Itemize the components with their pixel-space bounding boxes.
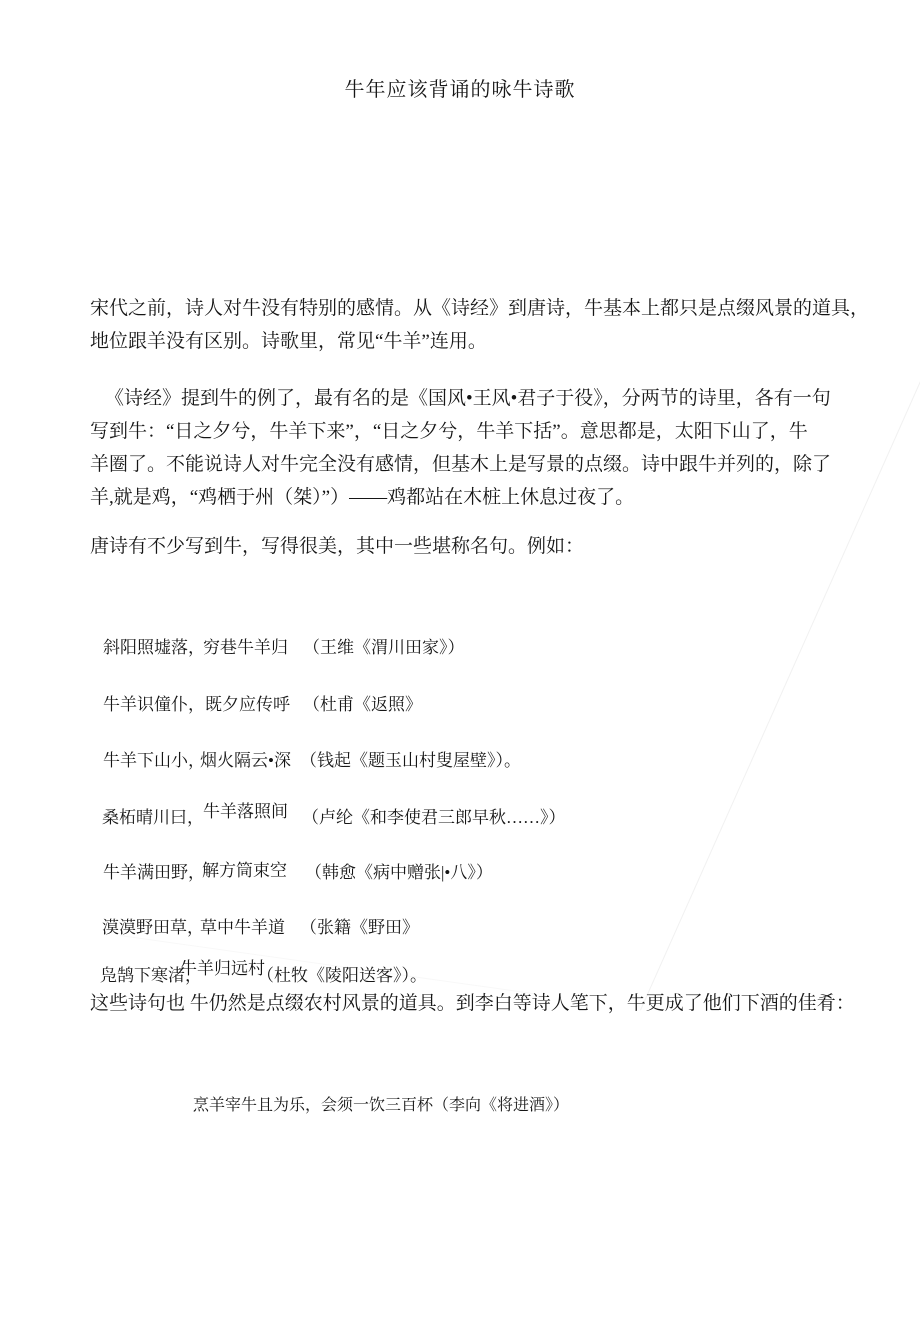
verse-source: （张籍《野田》 [300, 918, 419, 937]
paragraph-line: 地位跟羊没有区别。诗歌里，常见“牛羊”连用。 [90, 331, 487, 352]
verse-first-phrase: 牛羊识僮仆， [103, 695, 205, 714]
verse-row [90, 748, 920, 776]
verse-second-phrase: 穷巷牛羊归 [203, 638, 288, 657]
verse-source: （卢纶《和李使君三郎早秋……》） [302, 808, 566, 827]
verse-first-phrase: 牛羊下山小， [103, 751, 205, 770]
verse-first-phrase: 斜阳照墟落， [103, 638, 205, 657]
intro-paragraph [90, 292, 870, 358]
paragraph-line: 宋代之前，诗人对牛没有特别的感情。从《诗经》到唐诗，牛基本上都只是点缀风景的道具， [90, 298, 870, 319]
verse-source: （钱起《题玉山村叟屋壁》）。 [300, 751, 521, 770]
shijing-paragraph [90, 382, 870, 514]
quote-line: 烹羊宰牛且为乐，会须一饮三百杯（李向《将进酒》） [193, 1097, 570, 1114]
closing-line: 这些诗句也 牛仍然是点缀农村风景的道具。到李白等诗人笔下，牛更成了他们下酒的佳肴： [90, 993, 855, 1014]
verse-source: （韩愈《病中赠张|•八》） [305, 863, 493, 882]
tangshi-lead-line: 唐诗有不少写到牛，写得很美，其中一些堪称名句。例如： [90, 536, 585, 557]
verse-row [90, 802, 920, 833]
verse-first-phrase: 牛羊满田野， [103, 863, 205, 882]
verse-row [90, 692, 920, 720]
verse-row [90, 635, 920, 663]
verse-source: （王维《渭川田家》） [303, 638, 465, 657]
verse-row [90, 915, 920, 943]
paragraph-line: 羊圈了。不能说诗人对牛完全没有感情，但基木上是写景的点缀。诗中跟牛并列的，除了 [90, 454, 832, 475]
verse-source: （杜牧《陵阳送客》）。 [257, 966, 427, 985]
verse-second-phrase: 草中牛羊道 [200, 918, 285, 937]
paragraph-line: 《诗经》提到牛的例了，最有名的是《国风•王风•君子于役》，分两节的诗里，各有一句 [105, 388, 831, 409]
verse-second-phrase: 既夕应传呼 [205, 695, 290, 714]
verse-second-phrase: 牛羊落照间 [203, 802, 288, 821]
paragraph-line: 羊,就是鸡，“鸡栖于州（桀）”）——鸡都站在木桩上休息过夜了。 [90, 487, 635, 508]
verse-source: （杜甫《返照》 [303, 695, 422, 714]
verse-second-phrase: 解方筒束空 [202, 861, 287, 880]
verse-second-phrase: 牛羊归远村 [180, 959, 265, 978]
paragraph-line: 写到牛：“日之夕兮，牛羊下来”，“日之夕兮，牛羊下括”。意思都是，太阳下山了，牛 [90, 421, 808, 442]
verse-first-phrase: 凫鹄下寒渚， [100, 966, 202, 985]
verse-row [90, 860, 920, 888]
document-title: 牛年应该背诵的咏牛诗歌 [344, 79, 576, 101]
verse-first-phrase: 漠漠野田草， [102, 918, 204, 937]
verse-second-phrase: 烟火隔云•深 [200, 751, 291, 770]
verse-first-phrase: 桑柘晴川曰， [102, 808, 204, 827]
